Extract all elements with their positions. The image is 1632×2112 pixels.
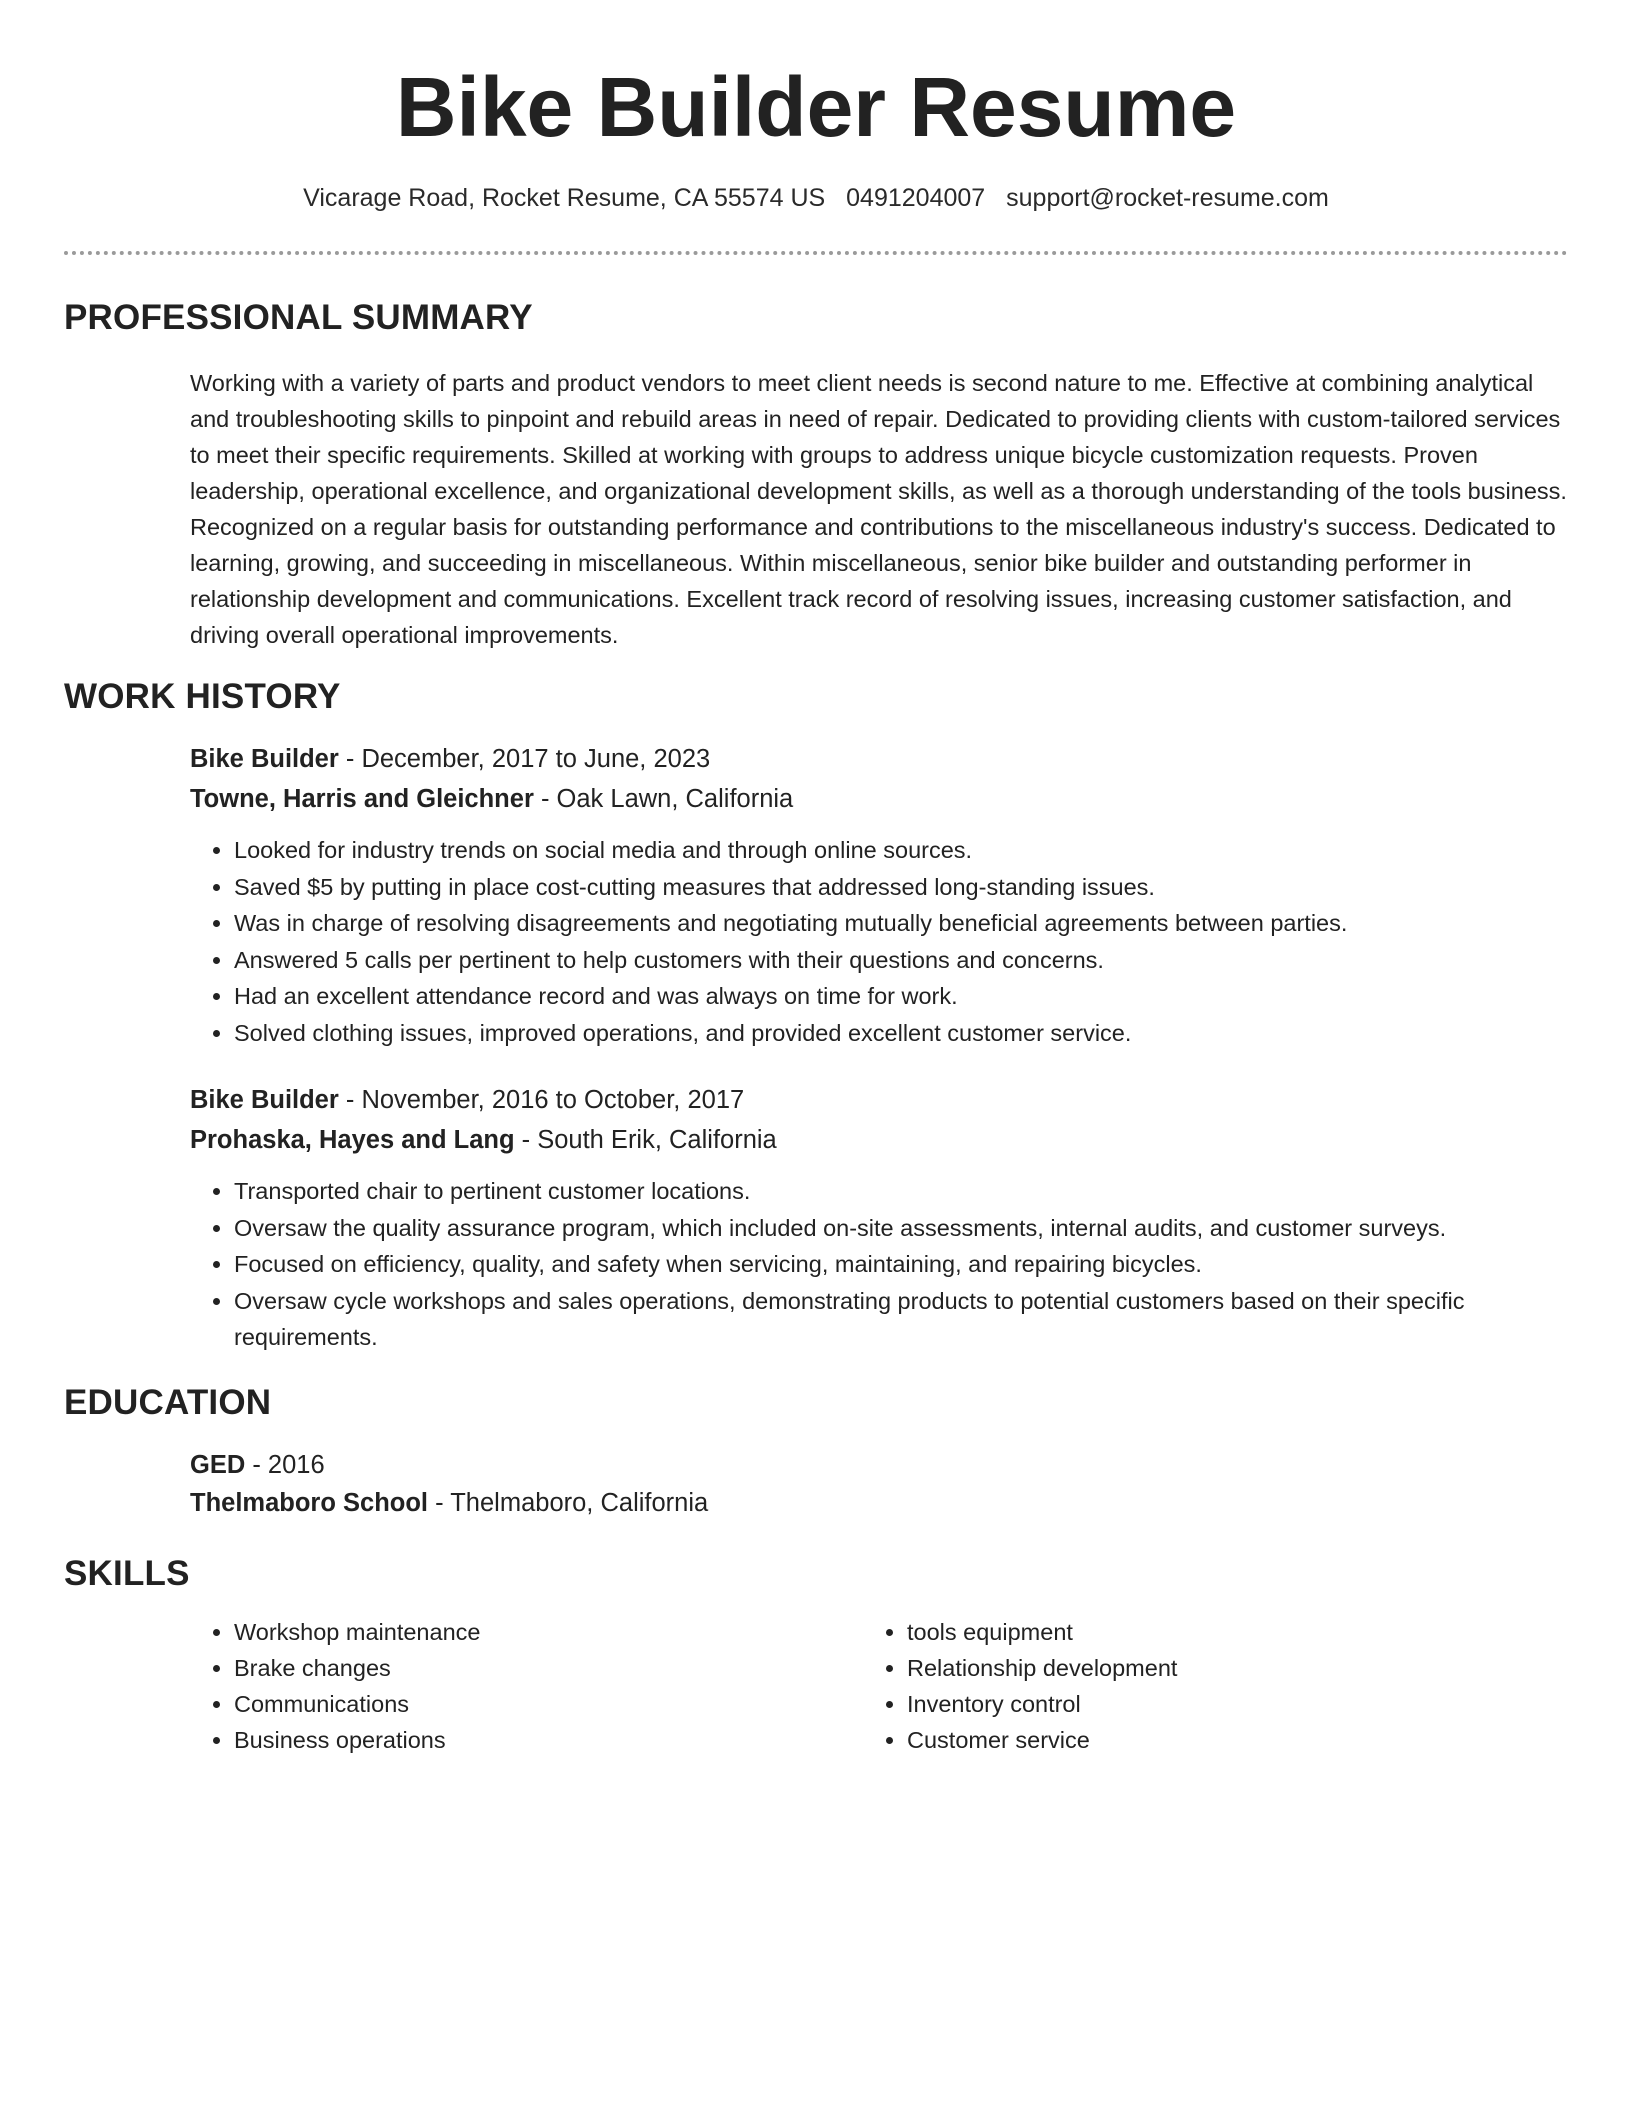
work-history-heading: WORK HISTORY <box>64 677 341 716</box>
list-item: • Was in charge of resolving disagreements and negotiating mutually beneficial agreements between parties. <box>234 905 1570 942</box>
list-item: • Saved $5 by putting in place cost-cutting measures that addressed long-standing issues. <box>234 869 1570 906</box>
job-1-bullets <box>190 832 1570 1051</box>
education-degree-line <box>190 1446 325 1484</box>
job-1-company-line <box>190 780 793 818</box>
list-item: • Oversaw the quality assurance program, which included on-site assessments, internal audits, and customer surveys. <box>234 1210 1570 1247</box>
list-item: • Solved clothing issues, improved operations, and provided excellent customer service. <box>234 1015 1570 1052</box>
job-2-dates: - November, 2016 to October, 2017 <box>338 1086 745 1114</box>
job-2-role: Bike Builder <box>190 1086 339 1114</box>
contact-email[interactable]: support@rocket-resume.com <box>1006 184 1329 212</box>
education-school: Thelmaboro School <box>190 1489 429 1517</box>
skills-list-left <box>190 1614 850 1758</box>
education-school-line <box>190 1484 708 1522</box>
list-item: • Brake changes <box>234 1650 850 1686</box>
list-item: • Customer service <box>907 1722 1523 1758</box>
list-item: • Relationship development <box>907 1650 1523 1686</box>
contact-address: Vicarage Road, Rocket Resume, CA 55574 US <box>303 184 826 212</box>
education-year: - 2016 <box>245 1451 325 1479</box>
list-item: • Transported chair to pertinent customer locations. <box>234 1173 1570 1210</box>
job-2-company-line <box>190 1121 777 1159</box>
job-2-title-line <box>190 1081 744 1119</box>
job-2-location: - South Erik, California <box>514 1126 777 1154</box>
education-degree: GED <box>190 1451 246 1479</box>
header-divider <box>64 251 1568 255</box>
list-item: • Communications <box>234 1686 850 1722</box>
contact-line <box>0 180 1632 216</box>
resume-title: Bike Builder Resume <box>395 60 1237 154</box>
job-1-location: - Oak Lawn, California <box>533 785 794 813</box>
job-2-company: Prohaska, Hayes and Lang <box>190 1126 515 1154</box>
job-1-role: Bike Builder <box>190 745 339 773</box>
list-item: • Looked for industry trends on social media and through online sources. <box>234 832 1570 869</box>
list-item: • Had an excellent attendance record and was always on time for work. <box>234 978 1570 1015</box>
list-item: • Answered 5 calls per pertinent to help customers with their questions and concerns. <box>234 942 1570 979</box>
education-location: - Thelmaboro, California <box>428 1489 709 1517</box>
list-item: • Workshop maintenance <box>234 1614 850 1650</box>
contact-phone: 0491204007 <box>846 184 986 212</box>
list-item: • Inventory control <box>907 1686 1523 1722</box>
list-item: • Oversaw cycle workshops and sales operations, demonstrating products to potential customers based on their specific requirements. <box>234 1283 1570 1356</box>
skills-list-right <box>863 1614 1523 1758</box>
job-2-bullets <box>190 1173 1570 1356</box>
summary-text: Working with a variety of parts and product vendors to meet client needs is second nature to me. Effective at combining analytical and troubleshooting skills to pinpoint and rebuild areas in need of repair. Dedicated to providing clients with custom-tailored services to meet their specific requirements. Skilled at working with groups to address unique bicycle customization requests. Proven leadership, operational excellence, and organizational development skills, as well as a thorough understanding of the tools business. Recognized on a regular basis for outstanding performance and contributions to the miscellaneous industry's success. Dedicated to learning, growing, and succeeding in miscellaneous. Within miscellaneous, senior bike builder and outstanding performer in relationship development and communications. Excellent track record of resolving issues, increasing customer satisfaction, and driving overall operational improvements. <box>190 370 1567 648</box>
summary-heading: PROFESSIONAL SUMMARY <box>64 298 533 337</box>
skills-heading: SKILLS <box>64 1554 190 1593</box>
job-1-company: Towne, Harris and Gleichner <box>190 785 534 813</box>
job-1-title-line <box>190 740 710 778</box>
list-item: • tools equipment <box>907 1614 1523 1650</box>
education-heading: EDUCATION <box>64 1383 272 1422</box>
list-item: • Business operations <box>234 1722 850 1758</box>
job-1-dates: - December, 2017 to June, 2023 <box>338 745 711 773</box>
list-item: • Focused on efficiency, quality, and safety when servicing, maintaining, and repairing bicycles. <box>234 1246 1570 1283</box>
